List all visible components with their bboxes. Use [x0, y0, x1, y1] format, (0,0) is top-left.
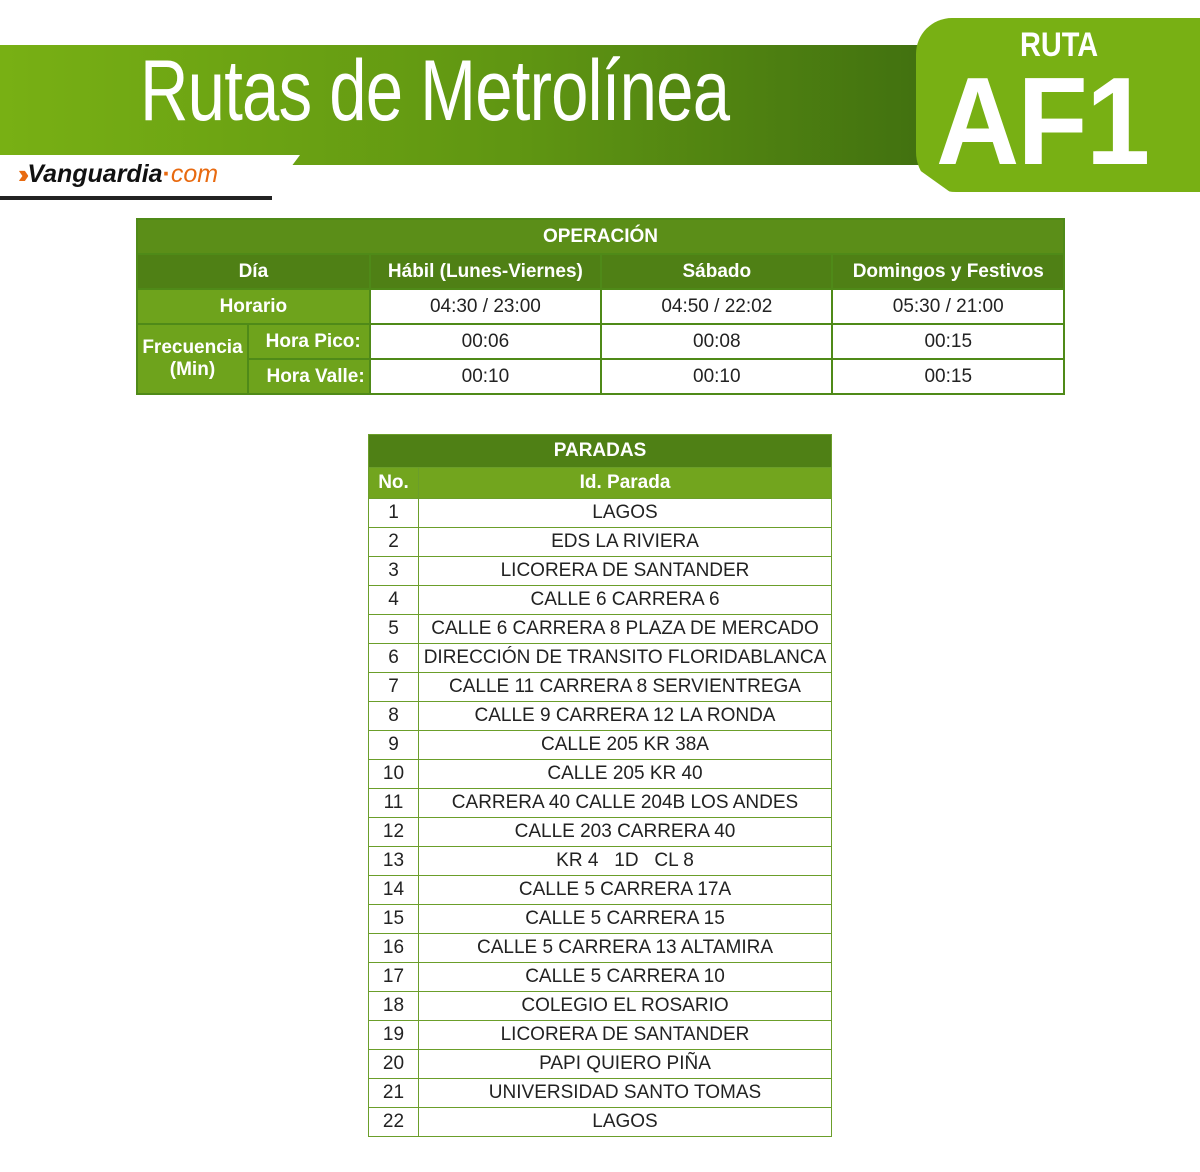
- schedule-saturday: 04:50 / 22:02: [601, 289, 832, 324]
- table-row: [369, 644, 832, 673]
- operation-table: [136, 218, 1065, 395]
- table-row: [369, 615, 832, 644]
- stop-name: LICORERA DE SANTANDER: [419, 557, 832, 586]
- day-weekday: Hábil (Lunes-Viernes): [370, 254, 601, 289]
- stop-number: 21: [369, 1079, 419, 1108]
- day-sunday-holiday: Domingos y Festivos: [832, 254, 1064, 289]
- table-row: [369, 528, 832, 557]
- stop-number: 14: [369, 876, 419, 905]
- stop-number: 3: [369, 557, 419, 586]
- valley-weekday: 00:10: [370, 359, 601, 394]
- stop-name: LAGOS: [419, 499, 832, 528]
- page-title: Rutas de Metrolínea: [140, 43, 730, 139]
- frequency-label: [137, 324, 248, 394]
- table-row: [369, 963, 832, 992]
- stop-number: 13: [369, 847, 419, 876]
- stop-name: CALLE 9 CARRERA 12 LA RONDA: [419, 702, 832, 731]
- stop-number: 10: [369, 760, 419, 789]
- stop-number: 1: [369, 499, 419, 528]
- stop-name: CALLE 5 CARRERA 15: [419, 905, 832, 934]
- stop-name: CALLE 205 KR 38A: [419, 731, 832, 760]
- stop-number: 2: [369, 528, 419, 557]
- table-row: [369, 557, 832, 586]
- table-row: [369, 905, 832, 934]
- stop-number: 19: [369, 1021, 419, 1050]
- stop-name: PAPI QUIERO PIÑA: [419, 1050, 832, 1079]
- valley-sunday-holiday: 00:15: [832, 359, 1064, 394]
- table-row: [369, 1050, 832, 1079]
- table-row: [369, 876, 832, 905]
- table-row: [369, 1108, 832, 1137]
- schedule-weekday: 04:30 / 23:00: [370, 289, 601, 324]
- stop-number: 15: [369, 905, 419, 934]
- frequency-label-text: Frecuencia: [142, 337, 243, 358]
- stop-number: 6: [369, 644, 419, 673]
- peak-weekday: 00:06: [370, 324, 601, 359]
- stop-name: CALLE 205 KR 40: [419, 760, 832, 789]
- stop-number: 17: [369, 963, 419, 992]
- stop-name: EDS LA RIVIERA: [419, 528, 832, 557]
- stop-name: CARRERA 40 CALLE 204B LOS ANDES: [419, 789, 832, 818]
- day-saturday: Sábado: [601, 254, 832, 289]
- stop-number: 22: [369, 1108, 419, 1137]
- stop-number: 8: [369, 702, 419, 731]
- stops-col-id: Id. Parada: [419, 468, 832, 499]
- stops-body: [369, 499, 832, 1137]
- table-row: [369, 499, 832, 528]
- frequency-unit: (Min): [169, 359, 216, 380]
- table-row: [369, 586, 832, 615]
- table-row: [369, 934, 832, 963]
- stop-name: CALLE 6 CARRERA 6: [419, 586, 832, 615]
- stop-number: 18: [369, 992, 419, 1021]
- stop-name: COLEGIO EL ROSARIO: [419, 992, 832, 1021]
- logo-brand: Vanguardia: [27, 159, 163, 188]
- stop-name: LICORERA DE SANTANDER: [419, 1021, 832, 1050]
- stop-name: CALLE 5 CARRERA 10: [419, 963, 832, 992]
- stop-number: 4: [369, 586, 419, 615]
- table-row: [369, 992, 832, 1021]
- stop-name: LAGOS: [419, 1108, 832, 1137]
- table-row: [369, 789, 832, 818]
- day-label: Día: [137, 254, 370, 289]
- route-code: AF1: [936, 53, 1149, 191]
- stop-number: 9: [369, 731, 419, 760]
- stops-table: [368, 434, 832, 1137]
- table-row: [369, 818, 832, 847]
- table-row: [369, 1079, 832, 1108]
- vanguardia-logo[interactable]: [18, 158, 218, 190]
- stop-number: 16: [369, 934, 419, 963]
- operation-title: OPERACIÓN: [137, 219, 1064, 254]
- stop-name: CALLE 11 CARRERA 8 SERVIENTREGA: [419, 673, 832, 702]
- table-row: [369, 1021, 832, 1050]
- table-row: [369, 760, 832, 789]
- stop-number: 7: [369, 673, 419, 702]
- stops-title: PARADAS: [369, 435, 832, 468]
- schedule-label: Horario: [137, 289, 370, 324]
- stop-name: CALLE 6 CARRERA 8 PLAZA DE MERCADO: [419, 615, 832, 644]
- peak-saturday: 00:08: [601, 324, 832, 359]
- route-badge-label: RUTA: [1020, 26, 1099, 64]
- peak-sunday-holiday: 00:15: [832, 324, 1064, 359]
- stop-name: KR 4 1D CL 8: [419, 847, 832, 876]
- table-row: [369, 702, 832, 731]
- stop-name: DIRECCIÓN DE TRANSITO FLORIDABLANCA: [419, 644, 832, 673]
- valley-label: Hora Valle:: [248, 359, 370, 394]
- stop-name: CALLE 5 CARRERA 17A: [419, 876, 832, 905]
- stop-number: 5: [369, 615, 419, 644]
- table-row: [369, 731, 832, 760]
- table-row: [369, 673, 832, 702]
- stop-number: 20: [369, 1050, 419, 1079]
- double-chevron-icon: ››: [18, 158, 24, 189]
- stop-name: UNIVERSIDAD SANTO TOMAS: [419, 1079, 832, 1108]
- stop-number: 12: [369, 818, 419, 847]
- stops-col-no: No.: [369, 468, 419, 499]
- table-row: [369, 847, 832, 876]
- logo-underline: [0, 196, 272, 200]
- logo-dot: ·: [162, 159, 171, 188]
- schedule-sunday-holiday: 05:30 / 21:00: [832, 289, 1064, 324]
- logo-suffix: com: [170, 159, 219, 188]
- stop-number: 11: [369, 789, 419, 818]
- valley-saturday: 00:10: [601, 359, 832, 394]
- stop-name: CALLE 5 CARRERA 13 ALTAMIRA: [419, 934, 832, 963]
- stop-name: CALLE 203 CARRERA 40: [419, 818, 832, 847]
- peak-label: Hora Pico:: [248, 324, 370, 359]
